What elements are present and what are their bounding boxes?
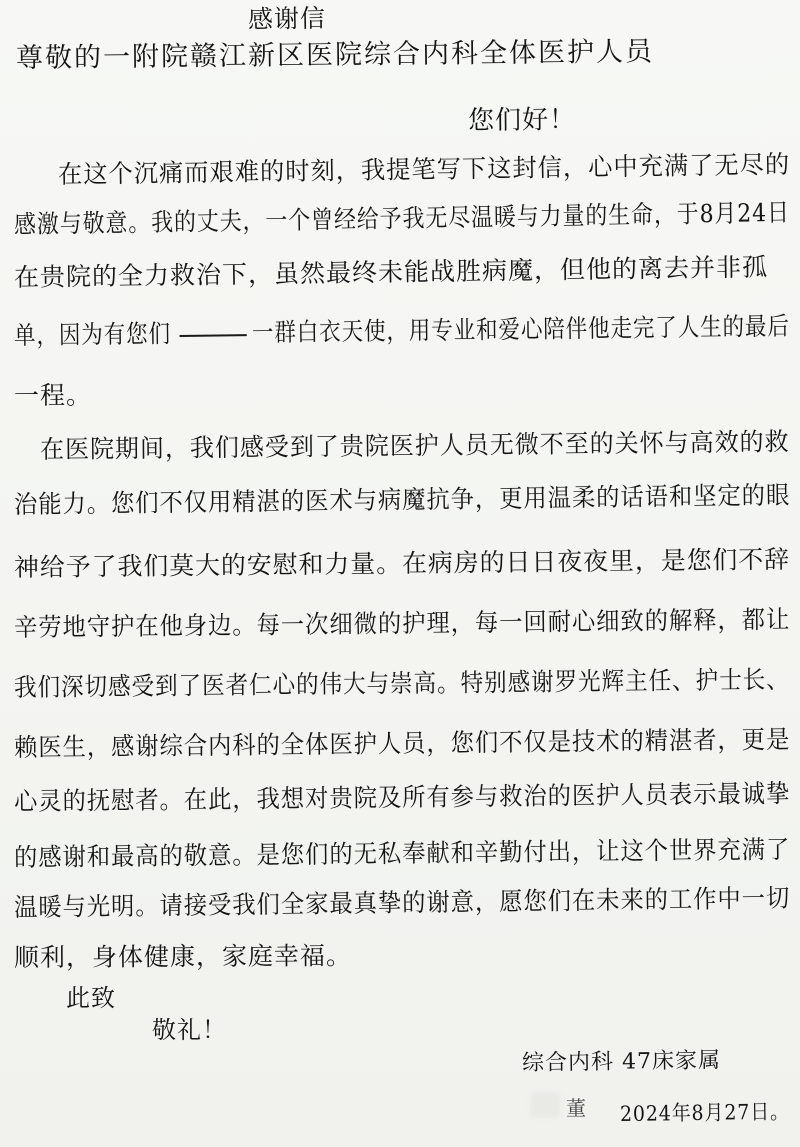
greeting: 您们好！	[467, 105, 577, 136]
body-line-part: 一群白衣天使，用专业和爱心陪伴他走完了人生的最后	[251, 311, 790, 348]
closing-regards: 敬礼！	[152, 1016, 227, 1044]
body-line: 赖医生，感谢综合内科的全体医护人员，您们不仅是技术的精湛者，更是	[13, 724, 791, 762]
body-line: 辛劳地守护在他身边。每一次细微的护理，每一回耐心细致的解释，都让	[13, 604, 791, 642]
closing-salute: 此致	[66, 984, 116, 1012]
body-line-part: 单，因为有您们	[13, 319, 172, 350]
signature-name: 董	[566, 1096, 587, 1120]
letter-date: 2024年8月27日。	[619, 1099, 791, 1126]
redacted-name	[530, 1092, 560, 1118]
body-line: 温暖与光明。请接受我们全家最真挚的谢意，愿您们在未来的工作中一切	[13, 883, 791, 922]
body-line: 治能力。您们不仅用精湛的医术与病魔抗争，更用温柔的话语和坚定的眼	[13, 480, 791, 519]
signer: 综合内科 47床家属	[521, 1048, 722, 1076]
body-line: 的感谢和最高的敬意。是您们的无私奉献和辛勤付出，让这个世界充满了	[13, 834, 791, 872]
em-dash	[180, 334, 247, 337]
body-line: 顺利，身体健康，家庭幸福。	[13, 941, 353, 972]
body-line: 在这个沉痛而艰难的时刻，我提笔写下这封信，心中充满了无尽的	[57, 149, 791, 189]
letter-title: 感谢信	[247, 3, 327, 34]
body-line: 感激与敬意。我的丈夫，一个曾经给予我无尽温暖与力量的生命，于8月24日	[13, 197, 791, 239]
body-line: 我们深切感受到了医者仁心的伟大与崇高。特别感谢罗光辉主任、护士长、	[13, 664, 790, 702]
body-line: 一程。	[13, 380, 93, 410]
body-line	[14, 307, 790, 352]
body-line: 在医院期间，我们感受到了贵院医护人员无微不至的关怀与高效的救	[39, 427, 790, 464]
body-line: 心灵的抚慰者。在此，我想对贵院及所有参与救治的医护人员表示最诚挚	[13, 778, 791, 816]
body-line: 神给予了我们莫大的安慰和力量。在病房的日日夜夜里，是您们不辞	[13, 544, 791, 582]
salutation: 尊敬的一附院赣江新区医院综合内科全体医护人员	[15, 36, 655, 74]
body-line: 在贵院的全力救治下，虽然最终未能战胜病魔，但他的离去并非孤	[13, 252, 769, 292]
